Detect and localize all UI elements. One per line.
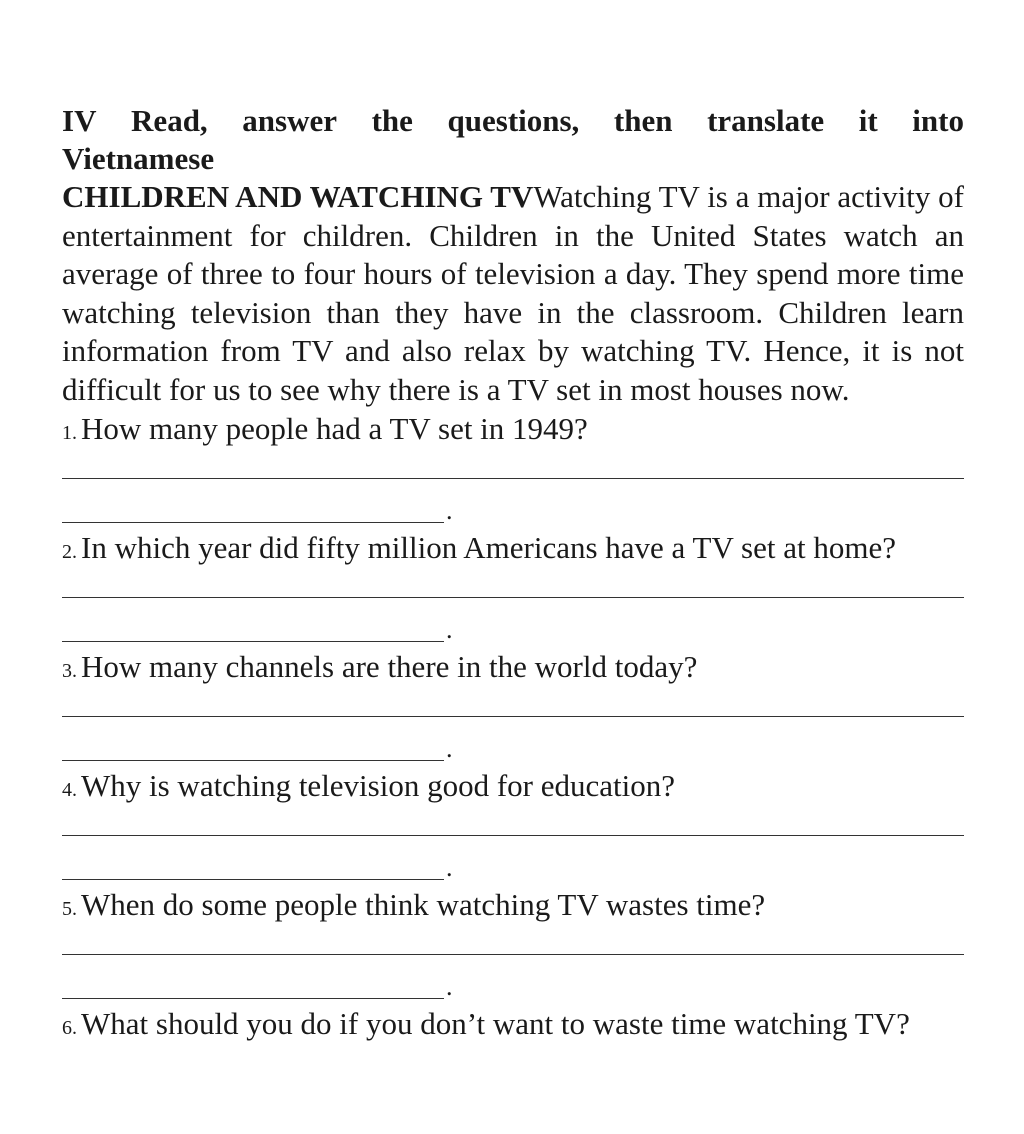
question-number: 3. [62, 659, 77, 682]
question-text: In which year did fifty million Americans have a TV set at home? [81, 529, 896, 565]
heading-word: it [858, 103, 878, 138]
answer-lines-4[interactable] [62, 809, 964, 886]
answer-line[interactable] [62, 478, 964, 479]
answer-line[interactable] [62, 597, 964, 598]
answer-line-short[interactable] [62, 760, 444, 761]
answer-line[interactable] [62, 954, 964, 955]
heading-word: questions, [447, 103, 580, 138]
answer-line-short[interactable] [62, 998, 444, 999]
question-3 [62, 648, 964, 690]
answer-line[interactable] [62, 716, 964, 717]
answer-lines-2[interactable] [62, 571, 964, 648]
question-number: 5. [62, 897, 77, 920]
answer-lines-3[interactable] [62, 690, 964, 767]
passage-title: CHILDREN AND WATCHING TV [62, 179, 534, 214]
heading-word: into [912, 103, 964, 138]
question-text: What should you do if you don’t want to waste time watching TV? [81, 1005, 910, 1041]
answer-lines-5[interactable] [62, 928, 964, 1005]
heading-line-2: Vietnamese [62, 141, 215, 176]
question-1 [62, 410, 964, 452]
question-text: How many people had a TV set in 1949? [81, 410, 588, 446]
answer-line-short[interactable] [62, 522, 444, 523]
answer-period: . [446, 614, 453, 644]
answer-line[interactable] [62, 835, 964, 836]
question-text: Why is watching television good for education? [81, 767, 676, 803]
answer-period: . [446, 971, 453, 1001]
question-number: 2. [62, 540, 77, 563]
worksheet [62, 102, 964, 1047]
exercise-heading [62, 102, 964, 178]
reading-passage [62, 178, 964, 410]
question-5 [62, 886, 964, 928]
answer-lines-1[interactable] [62, 452, 964, 529]
passage-body: Watching TV is a major activity of entertainment for children. Children in the United States watch an average of three to four hours of television a day. They spend more time watching television than they have in the classroom. Children learn information from TV and also relax by watching TV. Hence, it is not difficult for us to see why there is a TV set in most houses now. [62, 179, 964, 407]
question-6 [62, 1005, 964, 1047]
heading-word: IV [62, 103, 97, 138]
heading-word: answer [242, 103, 337, 138]
question-text: When do some people think watching TV wastes time? [81, 886, 766, 922]
heading-line-1 [62, 102, 964, 140]
heading-word: translate [707, 103, 825, 138]
question-number: 4. [62, 778, 77, 801]
answer-period: . [446, 733, 453, 763]
answer-period: . [446, 852, 453, 882]
heading-word: the [371, 103, 413, 138]
question-4 [62, 767, 964, 809]
question-number: 6. [62, 1016, 77, 1039]
question-number: 1. [62, 421, 77, 444]
heading-word: Read, [131, 103, 208, 138]
answer-line-short[interactable] [62, 879, 444, 880]
heading-word: then [613, 103, 673, 138]
answer-period: . [446, 495, 453, 525]
question-2 [62, 529, 964, 571]
question-text: How many channels are there in the world today? [81, 648, 698, 684]
answer-line-short[interactable] [62, 641, 444, 642]
